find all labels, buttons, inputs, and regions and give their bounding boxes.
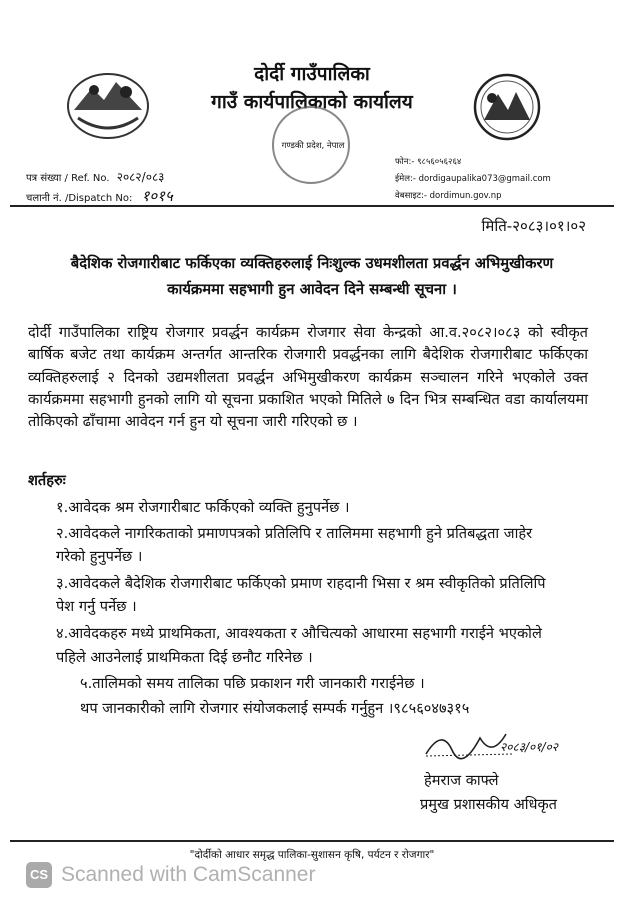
condition-3b: पेश गर्नु पर्नेछ । (56, 598, 137, 615)
signatory-name: हेमराज काफ्ले (424, 772, 499, 789)
phone-value: ९८५६०५६२६४ (417, 157, 462, 167)
header-divider (10, 205, 614, 207)
phone-label: फोन:- (395, 157, 415, 167)
email-value: dordigaupalika073@gmail.com (418, 174, 551, 184)
watermark-text: Scanned with CamScanner (61, 863, 316, 886)
condition-4a: ४.आवेदकहरु मध्ये प्राथमिकता, आवश्यकता र औचित्यको आधारमा सहभागी गराईने भएकोले (56, 625, 542, 642)
subject-line-2: कार्यक्रममा सहभागी हुन आवेदन दिने सम्बन्धी सूचना । (167, 281, 457, 298)
notice-date: मिति-२०८३।०१।०२ (481, 217, 586, 235)
ref-value: २०८२/०८३ (116, 170, 165, 184)
signatory-title: प्रमुख प्रशासकीय अधिकृत (420, 796, 558, 813)
dispatch-value: १०१५ (141, 187, 173, 205)
handwritten-date: २०८३/०१/०२ (500, 740, 559, 754)
condition-5: ५.तालिमको समय तालिका पछि प्रकाशन गरी जानकारी गराईनेछ । (80, 675, 425, 692)
condition-2b: गरेको हुनुपर्नेछ । (56, 548, 143, 565)
subject-line-1: बैदेशिक रोजगारीबाट फर्किएका व्यक्तिहरुलाई निःशुल्क उधमशीलता प्रवर्द्धन अभिमुखीकरण (70, 255, 554, 272)
ref-label: पत्र संख्या / Ref. No. (26, 173, 110, 184)
org-name: दोर्दी गाउँपालिका (254, 63, 370, 85)
office-address: गण्डकी प्रदेश, नेपाल (281, 141, 345, 151)
footer-slogan: "दोर्दीको आधार समृद्ध पालिका-सुशासन कृषि, पर्यटन र रोजगार" (189, 849, 435, 861)
website-value: dordimun.gov.np (429, 191, 502, 201)
condition-3a: ३.आवेदकले बैदेशिक रोजगारीबाट फर्किएको प्रमाण राहदानी भिसा र श्रम स्वीकृतिको प्रतिलिपि (56, 575, 546, 592)
email-label: ईमेल:- (395, 174, 416, 184)
dispatch-label: चलानी नं. /Dispatch No: (26, 193, 133, 204)
website (395, 190, 502, 201)
dispatch-number (26, 186, 173, 206)
contact-line: थप जानकारीको लागि रोजगार संयोजकलाई सम्पर्क गर्नुहुन ।९८५६०४७३१५ (80, 700, 470, 717)
ref-number (26, 168, 164, 185)
phone (395, 156, 461, 167)
office-name: गाउँ कार्यपालिकाको कार्यालय (211, 91, 413, 113)
camscanner-watermark (26, 862, 315, 888)
footer-divider (10, 840, 614, 842)
website-label: वेबसाइट:- (395, 191, 427, 201)
condition-1: १.आवेदक श्रम रोजगारीबाट फर्किएको व्यक्ति हुनुपर्नेछ । (56, 499, 350, 516)
camscanner-logo-icon: CS (26, 862, 52, 888)
conditions-heading: शर्तहरुः (28, 472, 66, 489)
condition-2a: २.आवेदकले नागरिकताको प्रमाणपत्रको प्रतिलिपि र तालिममा सहभागी हुने प्रतिबद्धता जाहेर (56, 525, 533, 542)
email (395, 173, 551, 184)
condition-4b: पहिले आउनेलाई प्राथमिकता दिई छनौट गरिनेछ । (56, 649, 313, 666)
notice-body: दोर्दी गाउँपालिका राष्ट्रिय रोजगार प्रवर्द्धन कार्यक्रम रोजगार सेवा केन्द्रको आ.व.२०८२।०८३ को स्वीकृत बार्षिक बजेट तथा कार्यक्रम अन्तर्गत आन्तरिक रोजगारी प्रवर्द्धनका लागि बैदेशिक रोजगारीबाट फर्किएका व्यक्तिहरुलाई २ दिनको उद्यमशीलता प्रवर्द्धन अभिमुखीकरण कार्यक्रम सञ्चालन गरिने भएकोले उक्त कार्यक्रममा सहभागी हुनको लागि यो सूचना प्रकाशित भएको मितिले ७ दिन भित्र सम्बन्धित वडा कार्यालयमा तोकिएको ढाँचामा आवेदन गर्न हुन यो सूचना जारी गरिएको छ । (28, 324, 588, 431)
